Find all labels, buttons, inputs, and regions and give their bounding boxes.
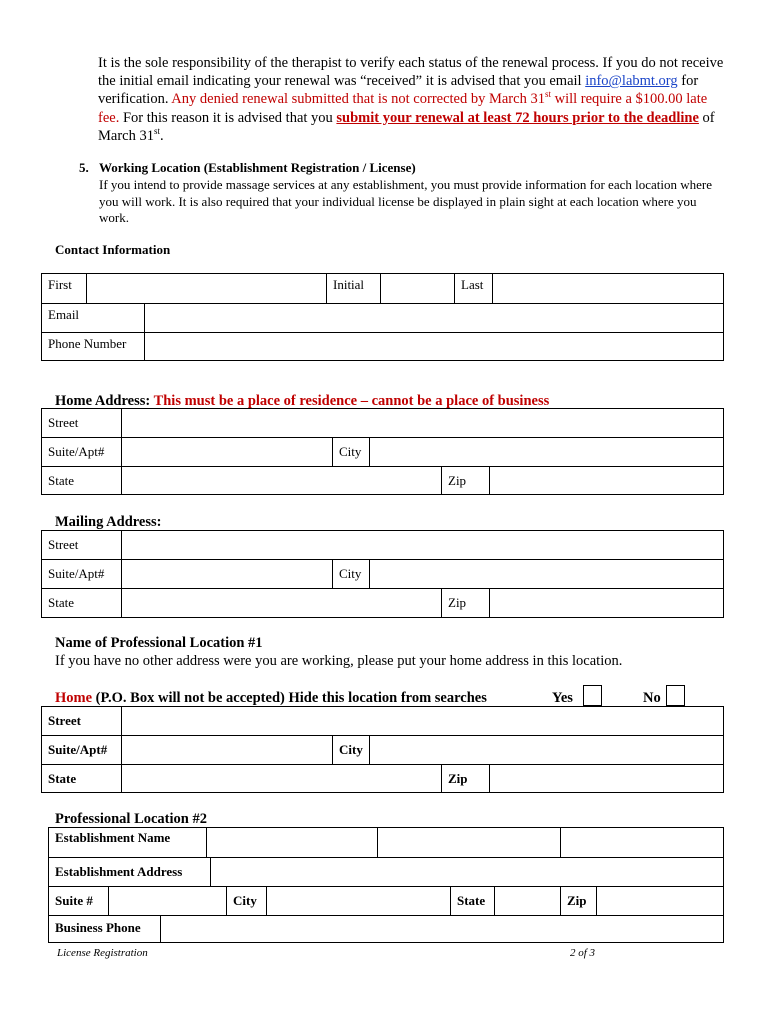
hide-location-question: Home (P.O. Box will not be accepted) Hide this location from searches [55,690,487,706]
renewal-instructions: It is the sole responsibility of the therapist to verify each status of the renewal process. If you do not receive the initial email indicating your renewal was “received” it is advised that you email info@labmt.org for verification. Any denied renewal submitted that is not corrected by March 31st will require a $100.00 late fee. For this reason it is advised that you submit your renewal at least 72 hours prior to the deadline of March 31st. [98,55,724,144]
phone-label: Phone Number [48,336,127,351]
suite-label: Suite/Apt# [48,566,105,581]
home-suite-field[interactable] [122,438,333,466]
initial-field[interactable] [381,274,455,303]
street-label: Street [48,415,79,430]
no-label: No [643,690,661,706]
home-zip-field[interactable] [490,467,723,495]
loc1-street-field[interactable] [122,707,723,735]
location2-table [48,827,724,943]
loc2-zip-field[interactable] [597,887,723,915]
mailing-street-field[interactable] [122,531,723,559]
home-state-field[interactable] [122,467,442,495]
email-link[interactable]: info@labmt.org [585,73,678,90]
instruction-text: for verification. [98,73,699,108]
location1-instruction: If you have no other address were you are working, please put your home address in this location. [55,653,623,669]
contact-table [41,273,724,361]
suite-label: Suite/Apt# [48,444,105,459]
establishment-address-label: Establishment Address [55,864,183,879]
loc1-state-field[interactable] [122,765,442,793]
email-label: Email [48,307,80,322]
no-checkbox[interactable] [666,685,685,706]
first-label: First [48,277,72,292]
est-name-field-c[interactable] [561,828,723,857]
page-number: 2 of 3 [570,947,596,959]
mailing-zip-field[interactable] [490,589,723,618]
section-number: 5. [79,160,89,175]
phone-field[interactable] [145,333,723,361]
first-name-field[interactable] [87,274,327,303]
suite-label: Suite # [55,893,93,908]
footer-title: License Registration [57,947,148,959]
mailing-address-heading: Mailing Address: [55,514,162,530]
mailing-state-field[interactable] [122,589,442,618]
loc1-zip-field[interactable] [490,765,723,793]
late-fee-warning: Any denied renewal submitted that is not corrected by March 31st will require a $100.00 late fee. [98,89,708,126]
instruction-text: For this reason it is advised that you [119,109,337,126]
loc2-city-field[interactable] [267,887,451,915]
loc1-suite-field[interactable] [122,736,333,764]
zip-label: Zip [448,771,468,786]
zip-label: Zip [448,473,467,488]
deadline-warning: submit your renewal at least 72 hours prior to the deadline [336,109,699,126]
suite-label: Suite/Apt# [48,742,108,757]
contact-heading: Contact Information [55,242,171,257]
section-title: Working Location (Establishment Registration / License) [99,160,416,175]
est-name-field-b[interactable] [378,828,561,857]
home-word: Home [55,690,93,706]
zip-label: Zip [567,893,587,908]
zip-label: Zip [448,595,467,610]
state-label: State [457,893,486,908]
home-address-heading: Home Address: This must be a place of residence – cannot be a place of business [55,393,550,409]
est-name-field-a[interactable] [207,828,378,857]
city-label: City [233,893,257,908]
initial-label: Initial [333,277,365,292]
business-phone-field[interactable] [161,916,723,943]
last-label: Last [461,277,484,292]
establishment-name-label: Establishment Name [55,830,171,845]
est-address-field[interactable] [211,858,723,886]
city-label: City [339,742,363,757]
state-label: State [48,771,77,786]
section-body: If you intend to provide massage services at any establishment, you must provide information for each location where you will work. It is also required that your individual license be displayed in plain sight at each location where you work. [99,177,712,225]
business-phone-label: Business Phone [55,920,141,935]
loc2-suite-field[interactable] [109,887,227,915]
city-label: City [339,566,362,581]
home-address-table [41,408,724,495]
home-street-field[interactable] [122,409,723,437]
state-label: State [48,595,74,610]
state-label: State [48,473,74,488]
yes-label: Yes [552,690,573,706]
location1-table [41,706,724,793]
location2-heading: Professional Location #2 [55,811,207,827]
loc1-city-field[interactable] [370,736,723,764]
mailing-address-table [41,530,724,618]
loc2-state-field[interactable] [495,887,561,915]
city-label: City [339,444,362,459]
instruction-text: It is the sole responsibility of the therapist to verify each status of the renewal process. If you do not receive the initial email indicating your renewal was “received” it is advised that you email [98,55,724,90]
home-city-field[interactable] [370,438,723,466]
email-field[interactable] [145,304,723,332]
street-label: Street [48,537,79,552]
last-name-field[interactable] [493,274,723,303]
street-label: Street [48,713,81,728]
mailing-city-field[interactable] [370,560,723,588]
mailing-suite-field[interactable] [122,560,333,588]
home-address-note: This must be a place of residence – cannot be a place of business [150,393,550,409]
yes-checkbox[interactable] [583,685,602,706]
location1-heading: Name of Professional Location #1 [55,635,263,651]
